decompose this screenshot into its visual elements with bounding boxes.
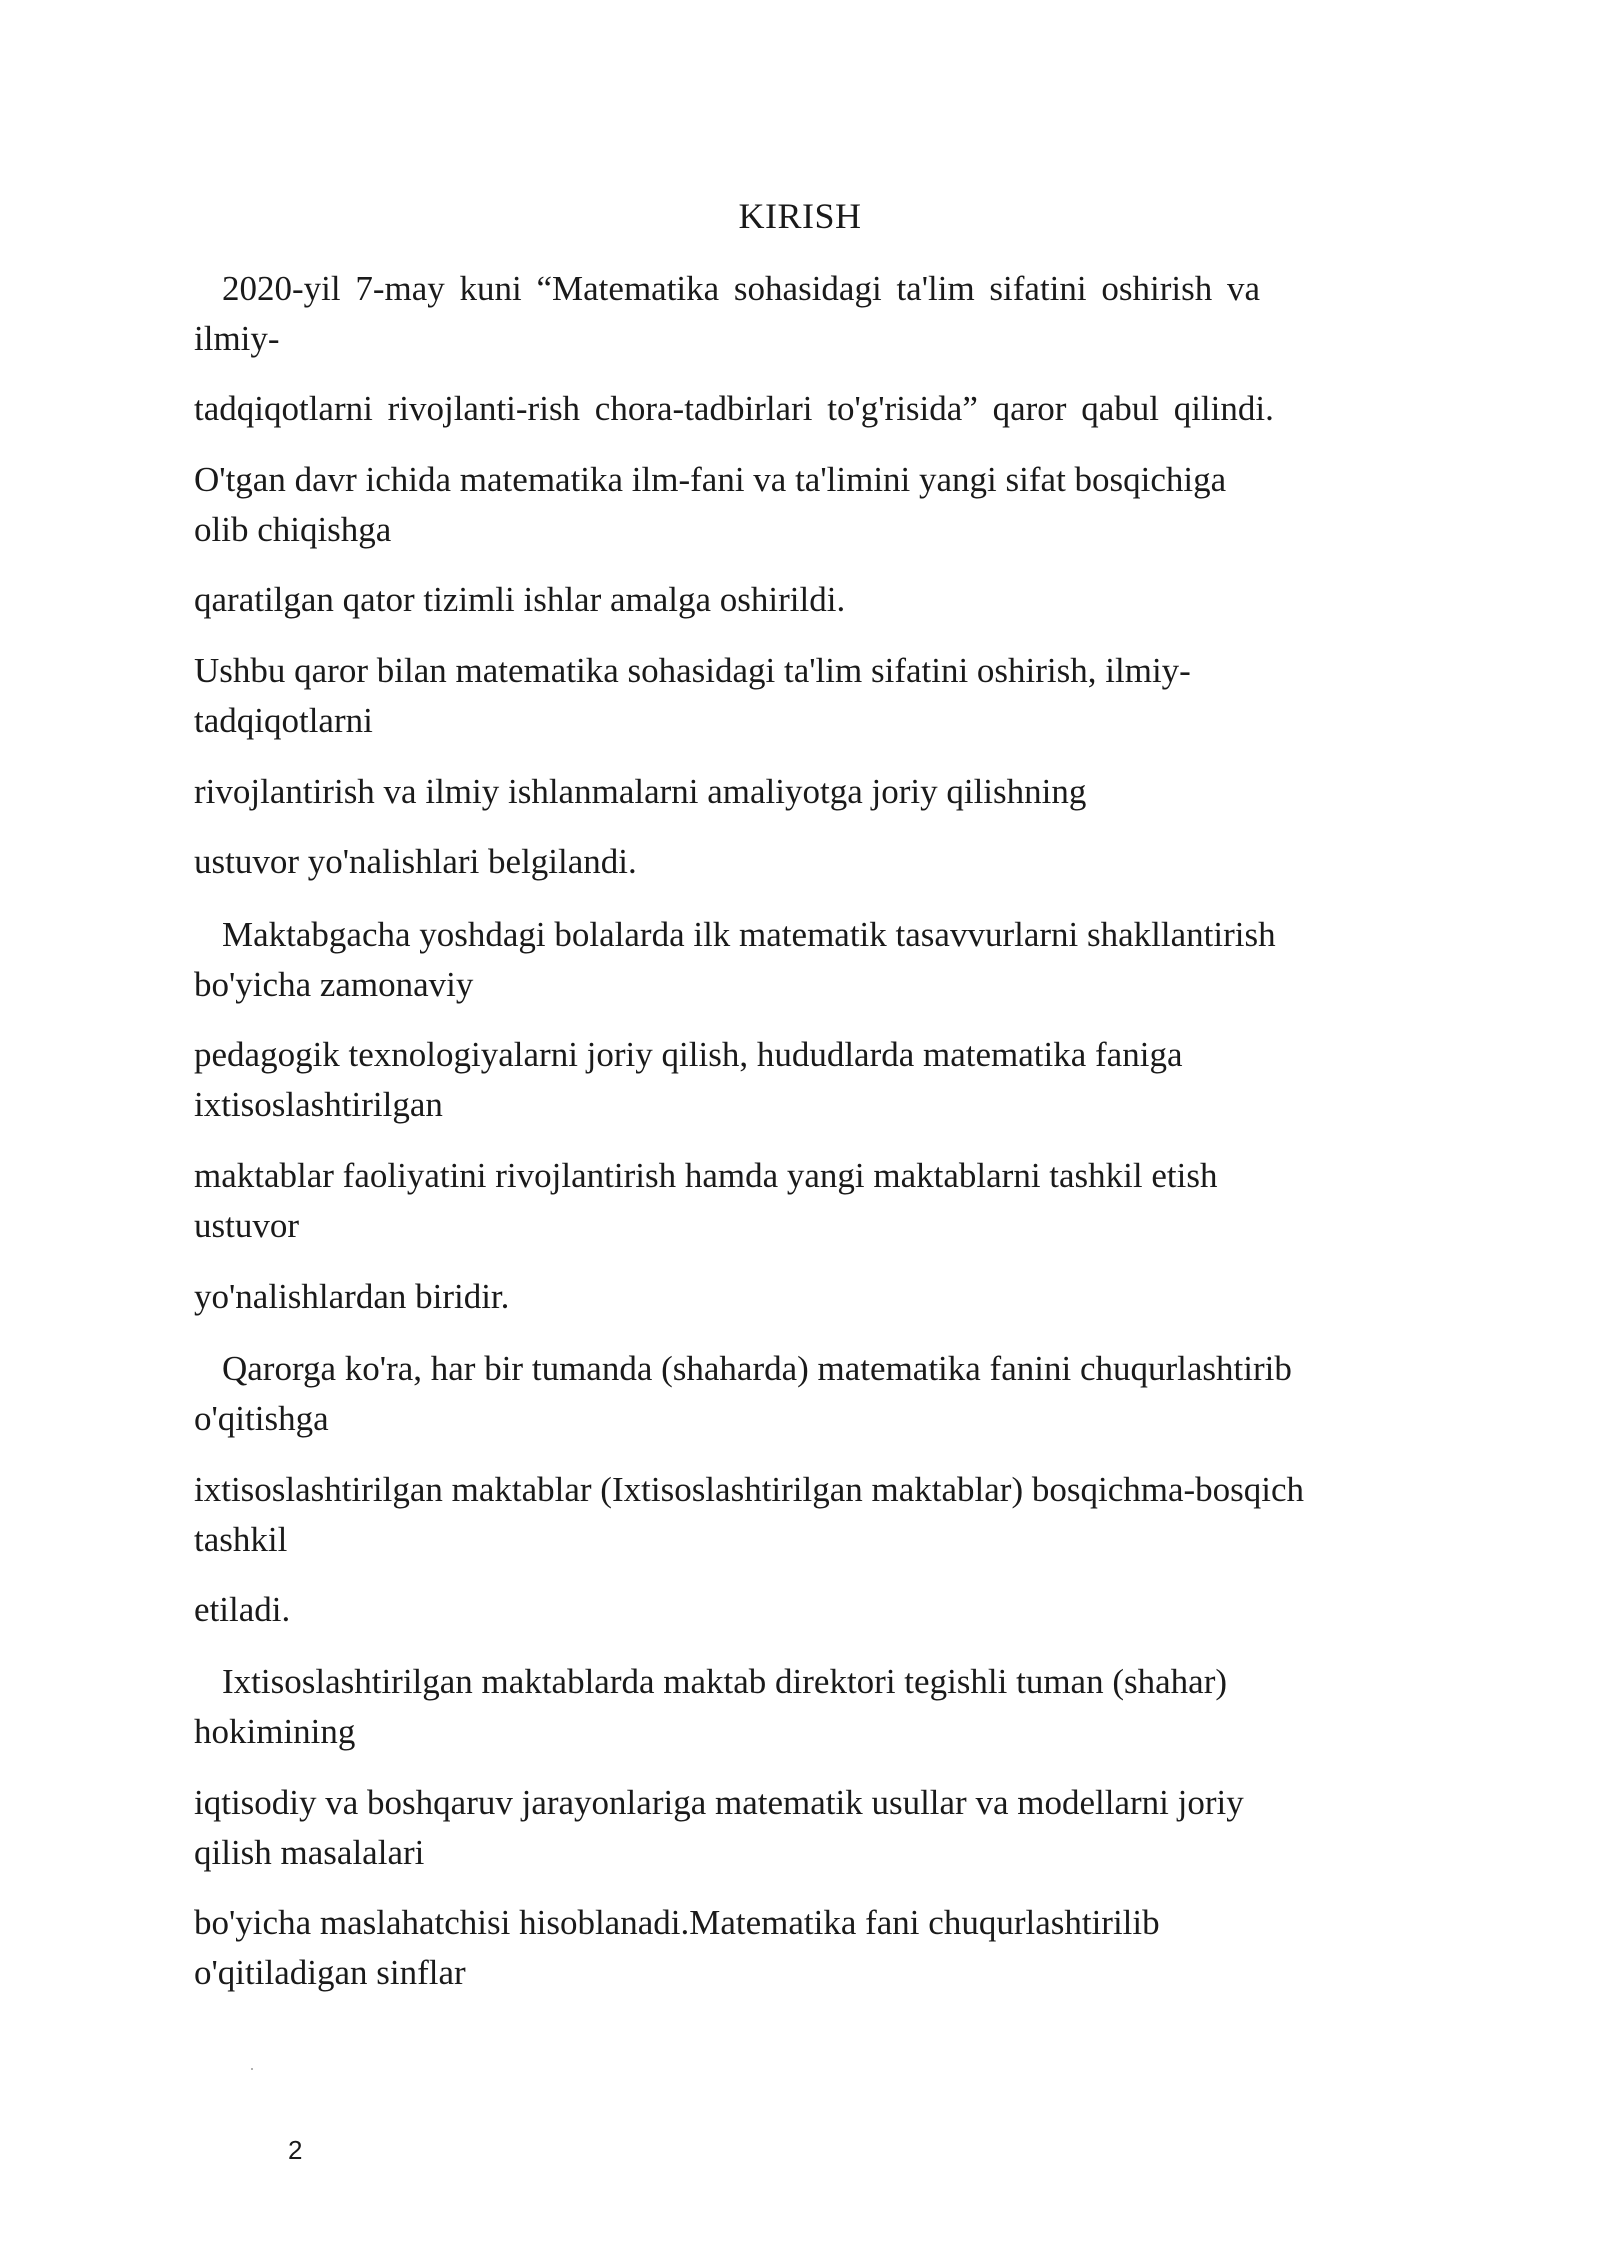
text-line: iqtisodiy va boshqaruv jarayonlariga matematik usullar va modellarni joriy (194, 1783, 1244, 1822)
text-line: ixtisoslashtirilgan (194, 1085, 443, 1124)
section-heading: KIRISH (738, 196, 862, 236)
text-line: Ushbu qaror bilan matematika sohasidagi ta'lim sifatini oshirish, ilmiy- (194, 651, 1191, 690)
text-line: olib chiqishga (194, 510, 392, 549)
text-line: qaratilgan qator tizimli ishlar amalga oshirildi. (194, 580, 846, 619)
text-line: qilish masalalari (194, 1833, 425, 1872)
text-line: Maktabgacha yoshdagi bolalarda ilk matematik tasavvurlarni shakllantirish (222, 915, 1276, 954)
text-line: hokimining (194, 1712, 356, 1751)
text-line: rivojlantirish va ilmiy ishlanmalarni amaliyotga joriy qilishning (194, 772, 1087, 811)
text-line: O'tgan davr ichida matematika ilm-fani va ta'limini yangi sifat bosqichiga (194, 460, 1227, 499)
text-line: ixtisoslashtirilgan maktablar (Ixtisoslashtirilgan maktablar) bosqichma-bosqich (194, 1470, 1305, 1509)
text-line: ustuvor yo'nalishlari belgilandi. (194, 842, 637, 881)
text-line: tadqiqotlarni rivojlanti-rish chora-tadbirlari to'g'risida” qaror qabul qilindi. (194, 389, 1274, 428)
text-line: pedagogik texnologiyalarni joriy qilish, hududlarda matematika faniga (194, 1035, 1183, 1074)
text-line: ilmiy- (194, 319, 280, 358)
text-line: maktablar faoliyatini rivojlantirish hamda yangi maktablarni tashkil etish (194, 1156, 1218, 1195)
text-line: ustuvor (194, 1206, 299, 1245)
text-line: etiladi. (194, 1590, 291, 1629)
text-line: yo'nalishlardan biridir. (194, 1277, 510, 1316)
text-line: Ixtisoslashtirilgan maktablarda maktab direktori tegishli tuman (shahar) (222, 1662, 1228, 1701)
page-number: 2 (288, 2135, 303, 2165)
stray-dot (251, 2068, 253, 2070)
text-line: o'qitiladigan sinflar (194, 1953, 466, 1992)
text-line: tadqiqotlarni (194, 701, 373, 740)
text-line: bo'yicha zamonaviy (194, 965, 474, 1004)
text-line: 2020-yil 7-may kuni “Matematika sohasidagi ta'lim sifatini oshirish va (222, 269, 1261, 308)
text-line: Qarorga ko'ra, har bir tumanda (shaharda) matematika fanini chuqurlashtirib (222, 1349, 1292, 1388)
text-line: o'qitishga (194, 1399, 329, 1438)
text-line: tashkil (194, 1520, 288, 1559)
text-line: bo'yicha maslahatchisi hisoblanadi.Matematika fani chuqurlashtirilib (194, 1903, 1160, 1942)
